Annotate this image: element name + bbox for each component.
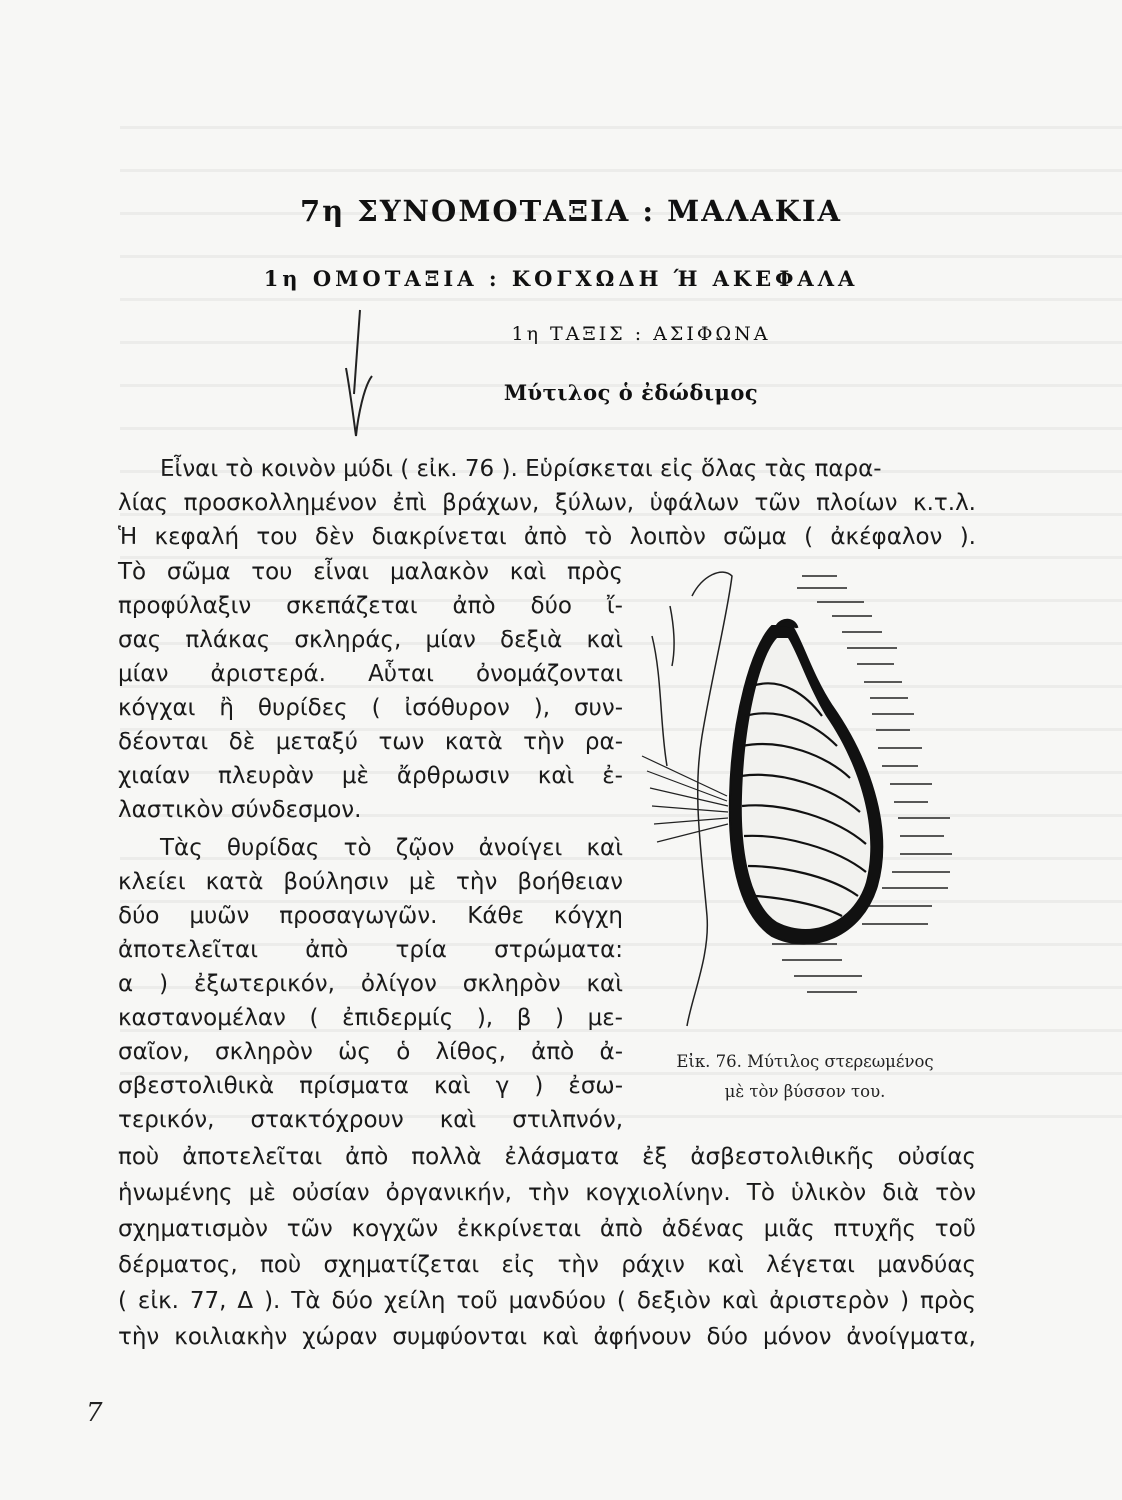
rock-outline	[652, 572, 732, 1026]
paragraph-line: δέονται δὲ μεταξύ των κατὰ τὴν ρα-	[118, 729, 623, 755]
paragraph-line: σαῖον, σκληρὸν ὡς ὁ λίθος, ἀπὸ ἀ-	[118, 1039, 623, 1065]
paragraph-line: σχηματισμὸν τῶν κογχῶν ἐκκρίνεται ἀπὸ ἀδένας μιᾶς πτυχῆς τοῦ	[118, 1216, 976, 1242]
handwritten-mark	[332, 306, 392, 442]
paragraph-line: λίας προσκολλημένον ἐπὶ βράχων, ξύλων, ὑφάλων τῶν πλοίων κ.τ.λ.	[118, 490, 976, 516]
paragraph-line: μίαν ἀριστερά. Αὗται ὀνομάζονται	[118, 661, 623, 687]
figure-caption-continued: μὲ τὸν βύσσον του.	[724, 1082, 886, 1101]
paragraph-line: λαστικὸν σύνδεσμον.	[118, 797, 362, 823]
paragraph-line: χιαίαν πλευρὰν μὲ ἄρθρωσιν καὶ ἐ-	[118, 763, 623, 789]
paragraph-line: Τὸ σῶμα του εἶναι μαλακὸν καὶ πρὸς	[118, 559, 623, 585]
phylum-heading: 7η ΣΥΝΟΜΟΤΑΞΙΑ : ΜΑΛΑΚΙΑ	[299, 194, 843, 228]
mussel-shell	[730, 620, 882, 943]
class-heading: 1η ΟΜΟΤΑΞΙΑ : ΚΟΓΧΩΔΗ Ή ΑΚΕΦΑΛΑ	[263, 266, 859, 291]
paragraph-line: ποὺ ἀποτελεῖται ἀπὸ πολλὰ ἐλάσματα ἐξ ἀσβεστολιθικῆς οὐσίας	[118, 1144, 976, 1170]
paragraph-line: α ) ἐξωτερικόν, ὀλίγον σκληρὸν καὶ	[118, 971, 623, 997]
byssus-threads	[642, 756, 728, 842]
paragraph-line: ἡνωμένης μὲ οὐσίαν ὀργανικήν, τὴν κογχιολίνην. Τὸ ὑλικὸν διὰ τὸν	[118, 1180, 976, 1206]
paragraph-line: σβεστολιθικὰ πρίσματα καὶ γ ) ἐσω-	[118, 1073, 623, 1099]
paragraph-line: δύο μυῶν προσαγωγῶν. Κάθε κόγχη	[118, 903, 623, 929]
paragraph-line: τερικόν, στακτόχρουν καὶ στιλπνόν,	[118, 1107, 623, 1133]
page-number: 7	[86, 1398, 103, 1428]
mussel-illustration	[632, 556, 977, 1036]
paragraph-line: καστανομέλαν ( ἐπιδερμίς ), β ) με-	[118, 1005, 623, 1031]
paragraph-line: κλείει κατὰ βούλησιν μὲ τὴν βοήθειαν	[118, 869, 623, 895]
paragraph-line: ( εἰκ. 77, Δ ). Τὰ δύο χείλη τοῦ μανδύου ( δεξιὸν καὶ ἀριστερὸν ) πρὸς	[118, 1288, 976, 1314]
order-heading: 1η ΤΑΞΙΣ : ΑΣΙΦΩΝΑ	[511, 323, 771, 345]
paragraph-line: Εἶναι τὸ κοινὸν μύδι ( εἰκ. 76 ). Εὑρίσκεται εἰς ὅλας τὰς παρα-	[160, 456, 882, 482]
paragraph-line: ἀποτελεῖται ἀπὸ τρία στρώματα:	[118, 937, 623, 963]
paragraph-line: κόγχαι ἢ θυρίδες ( ἰσόθυρον ), συν-	[118, 695, 623, 721]
paragraph-line: δέρματος, ποὺ σχηματίζεται εἰς τὴν ράχιν καὶ λέγεται μανδύας	[118, 1252, 976, 1278]
paragraph-line: τὴν κοιλιακὴν χώραν συμφύονται καὶ ἀφήνουν δύο μόνον ἀνοίγματα,	[118, 1324, 976, 1350]
figure-caption: Εἰκ. 76. Μύτιλος στερεωμένος	[676, 1052, 934, 1071]
paragraph-line: Τὰς θυρίδας τὸ ζῷον ἀνοίγει καὶ	[160, 835, 623, 861]
paragraph-line: Ἡ κεφαλή του δὲν διακρίνεται ἀπὸ τὸ λοιπὸν σῶμα ( ἀκέφαλον ).	[118, 524, 976, 550]
paragraph-line: προφύλαξιν σκεπάζεται ἀπὸ δύο ἴ-	[118, 593, 623, 619]
species-heading: Μύτιλος ὁ ἐδώδιμος	[503, 380, 759, 405]
paragraph-line: σας πλάκας σκληράς, μίαν δεξιὰ καὶ	[118, 627, 623, 653]
